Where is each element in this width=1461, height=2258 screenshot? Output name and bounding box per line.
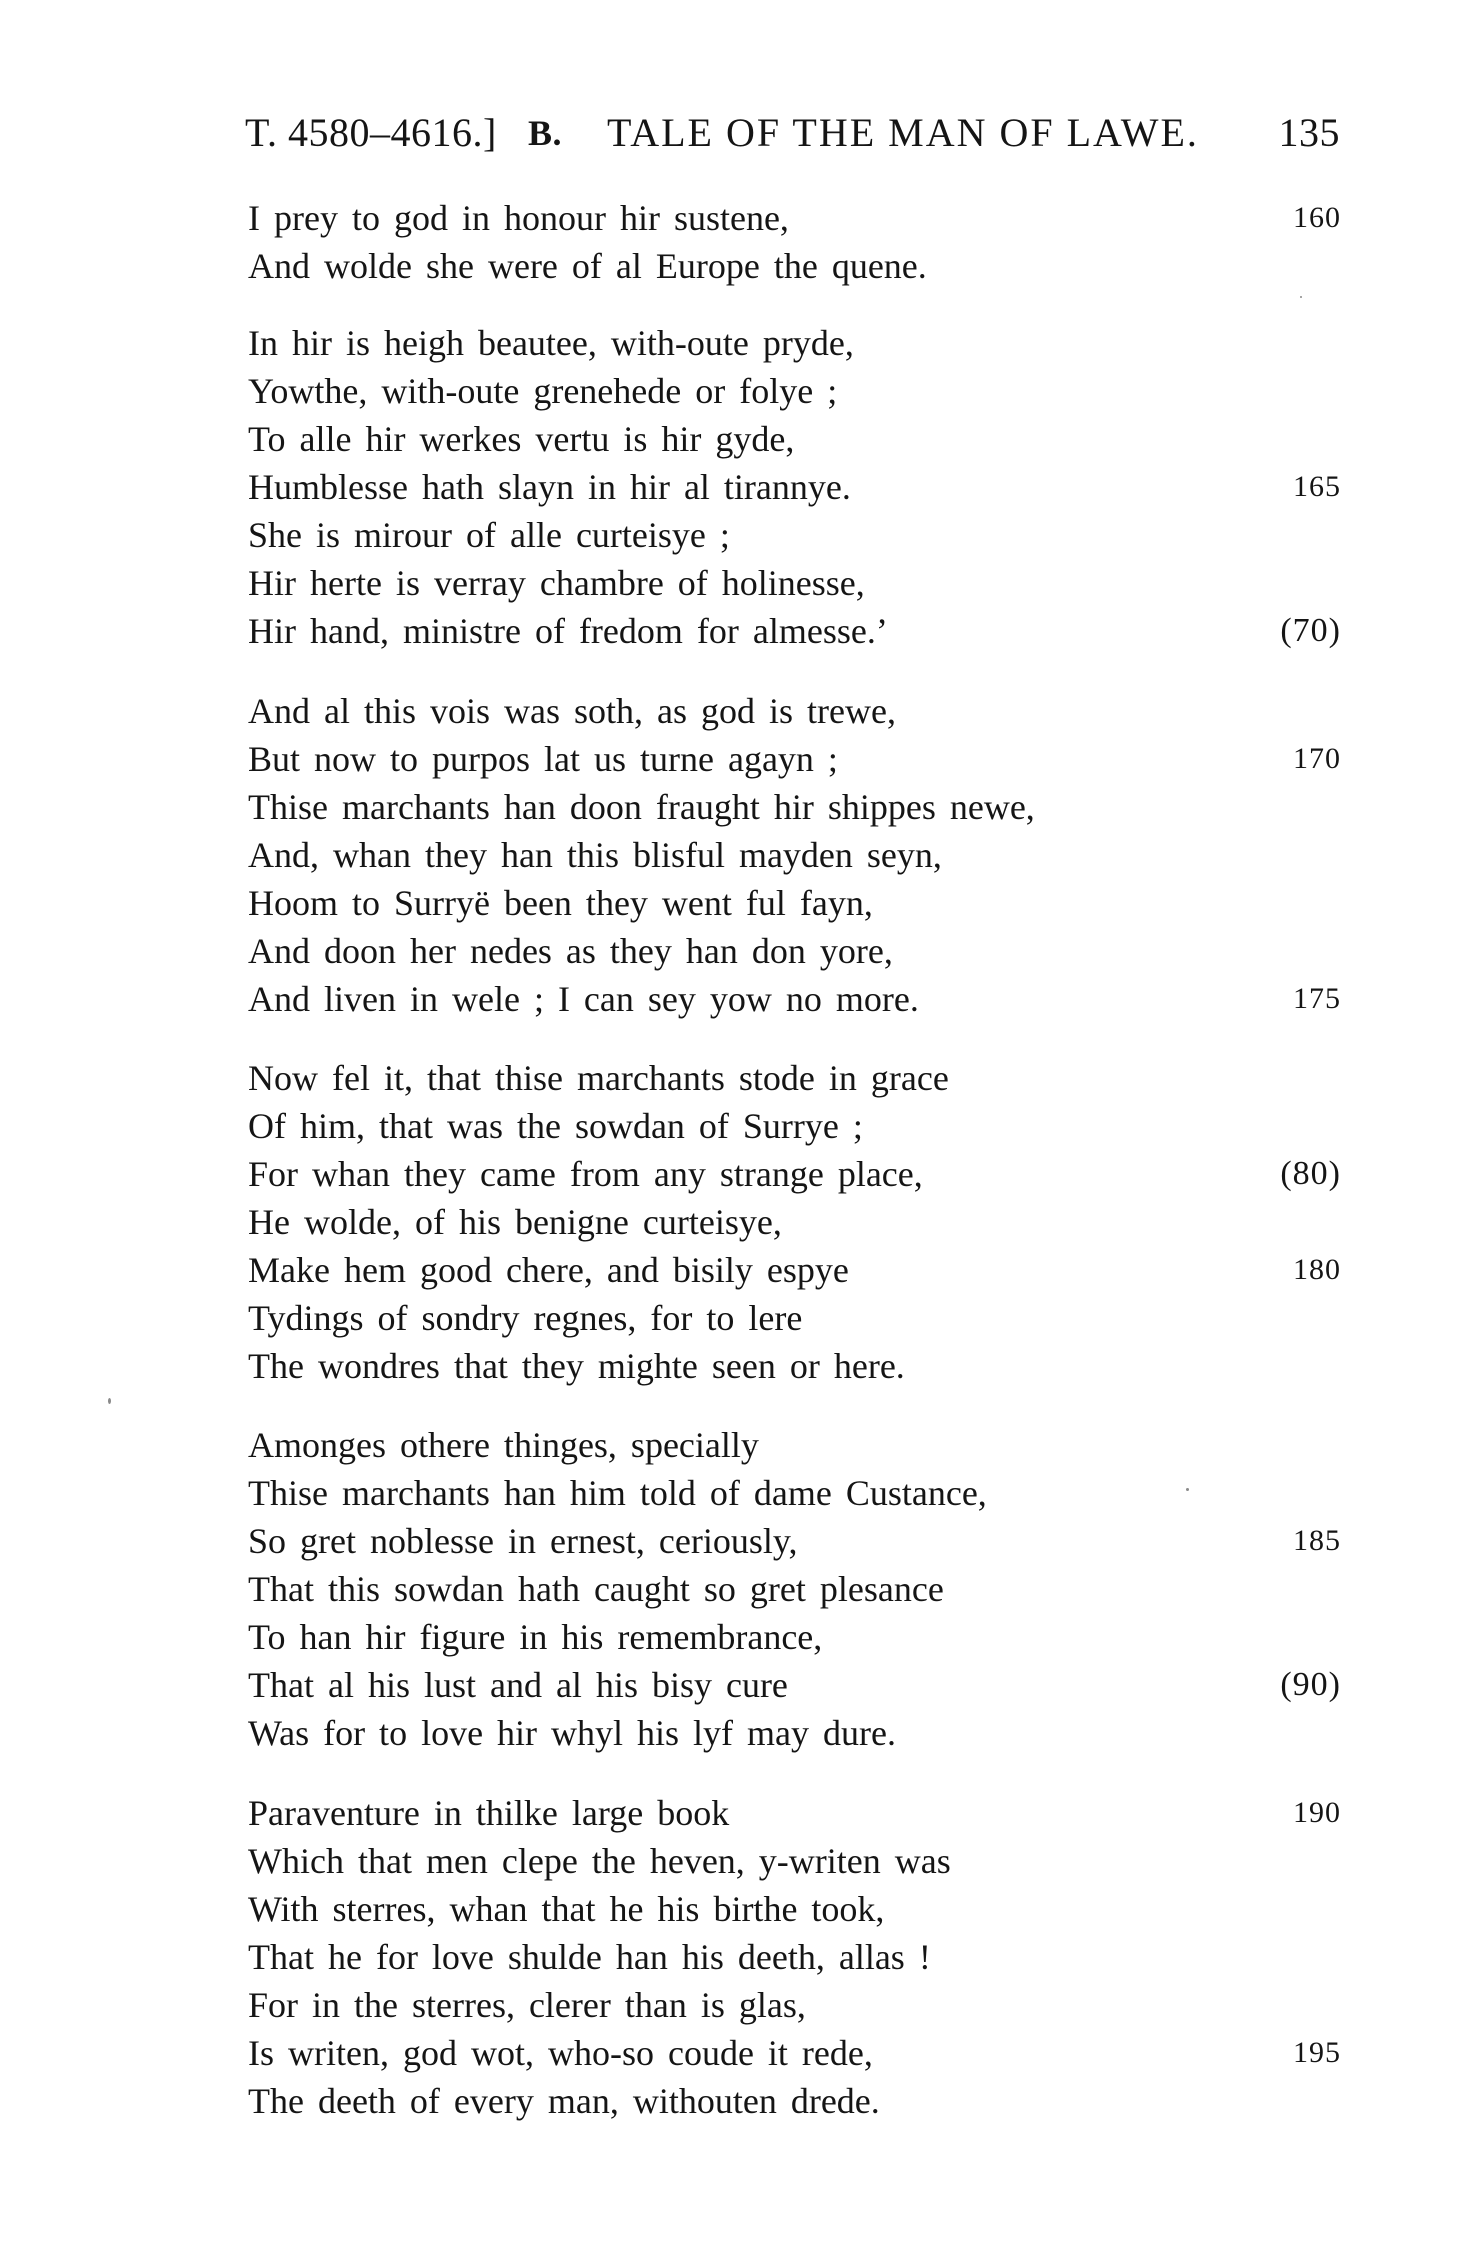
line-number: 195 xyxy=(1293,2036,1341,2069)
poem-line: To alle hir werkes vertu is hir gyde, xyxy=(248,419,795,459)
poem-line: Hir hand, ministre of fredom for almesse.’ xyxy=(248,611,888,651)
poem-line: The deeth of every man, withouten drede. xyxy=(248,2081,880,2121)
poem-line: I prey to god in honour hir sustene, xyxy=(248,198,789,238)
poem-line: And al this vois was soth, as god is trewe, xyxy=(248,691,896,731)
poem-line: Which that men clepe the heven, y-writen was xyxy=(248,1841,951,1881)
line-number: 165 xyxy=(1293,470,1341,503)
line-number: (90) xyxy=(1280,1666,1341,1703)
poem-line: Hir herte is verray chambre of holinesse, xyxy=(248,563,865,603)
scan-speck xyxy=(108,1398,111,1404)
line-number: 160 xyxy=(1293,201,1341,234)
line-number: (70) xyxy=(1280,612,1341,649)
line-number: 170 xyxy=(1293,742,1341,775)
poem-line: Humblesse hath slayn in hir al tirannye. xyxy=(248,467,851,507)
poem-line: Hoom to Surryë been they went ful fayn, xyxy=(248,883,873,923)
header-title: TALE OF THE MAN OF LAWE. xyxy=(607,110,1199,155)
poem-line: Was for to love hir whyl his lyf may dure. xyxy=(248,1713,896,1753)
poem-line: And liven in wele ; I can sey yow no more. xyxy=(248,979,919,1019)
poem-line: Yowthe, with-oute grenehede or folye ; xyxy=(248,371,838,411)
line-number: 175 xyxy=(1293,982,1341,1015)
line-number: 180 xyxy=(1293,1253,1341,1286)
poem-line: And wolde she were of al Europe the quene. xyxy=(248,246,927,286)
poem-line: Paraventure in thilke large book xyxy=(248,1793,730,1833)
poem-line: Thise marchants han him told of dame Custance, xyxy=(248,1473,987,1513)
page-number: 135 xyxy=(1278,110,1340,155)
header-section: B. xyxy=(528,113,563,153)
poem-line: That al his lust and al his bisy cure xyxy=(248,1665,788,1705)
poem-line: With sterres, whan that he his birthe took, xyxy=(248,1889,885,1929)
poem-line: The wondres that they mighte seen or here. xyxy=(248,1346,905,1386)
poem-line: That this sowdan hath caught so gret plesance xyxy=(248,1569,944,1609)
poem-line: So gret noblesse in ernest, ceriously, xyxy=(248,1521,798,1561)
scan-speck xyxy=(1186,1488,1189,1491)
poem-line: And doon her nedes as they han don yore, xyxy=(248,931,893,971)
poem-line: To han hir figure in his remembrance, xyxy=(248,1617,823,1657)
poem-line: Make hem good chere, and bisily espye xyxy=(248,1250,849,1290)
poem-line: For whan they came from any strange place, xyxy=(248,1154,923,1194)
poem-line: That he for love shulde han his deeth, allas ! xyxy=(248,1937,931,1977)
poem-line: Thise marchants han doon fraught hir shippes newe, xyxy=(248,787,1035,827)
scan-speck xyxy=(1300,296,1302,298)
line-number: 185 xyxy=(1293,1524,1341,1557)
poem-line: And, whan they han this blisful mayden seyn, xyxy=(248,835,942,875)
poem-line: Tydings of sondry regnes, for to lere xyxy=(248,1298,803,1338)
running-head xyxy=(245,108,1340,158)
header-line-range: T. 4580–4616.] xyxy=(245,110,497,155)
poem-line: He wolde, of his benigne curteisye, xyxy=(248,1202,782,1242)
line-number: 190 xyxy=(1293,1796,1341,1829)
poem-line: Amonges othere thinges, specially xyxy=(248,1425,759,1465)
poem-line: Now fel it, that thise marchants stode in grace xyxy=(248,1058,949,1098)
poem-line: She is mirour of alle curteisye ; xyxy=(248,515,730,555)
poem-line: Is writen, god wot, who-so coude it rede, xyxy=(248,2033,873,2073)
poem-line: Of him, that was the sowdan of Surrye ; xyxy=(248,1106,863,1146)
poem-line: In hir is heigh beautee, with-oute pryde, xyxy=(248,323,854,363)
poem-line: For in the sterres, clerer than is glas, xyxy=(248,1985,806,2025)
line-number: (80) xyxy=(1280,1155,1341,1192)
poem-line: But now to purpos lat us turne agayn ; xyxy=(248,739,838,779)
